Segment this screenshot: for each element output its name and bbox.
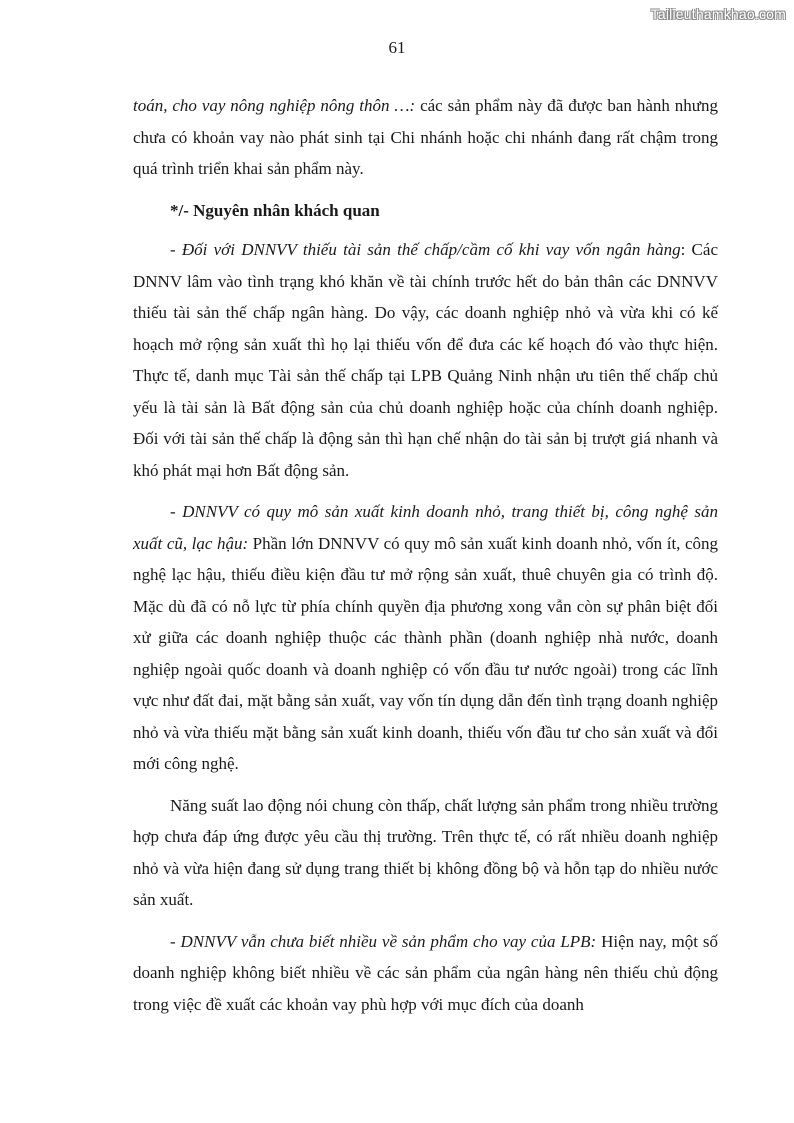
document-body xyxy=(133,90,718,1030)
paragraph-4 xyxy=(133,790,718,916)
paragraph-1-italic: toán, cho vay nông nghiệp nông thôn …: xyxy=(133,96,416,115)
watermark: Tailieuthamkhao.com xyxy=(650,6,786,22)
paragraph-5-text: Hiện nay, một số doanh nghiệp không biết nhiều về các sản phẩm của ngân hàng nên thiếu chủ động trong việc đề xuất các khoản vay phù hợp với mục đích của doanh xyxy=(133,931,718,1014)
paragraph-4-text: Năng suất lao động nói chung còn thấp, chất lượng sản phẩm trong nhiều trường hợp chưa đáp ứng được yêu cầu thị trường. Trên thực tế, có rất nhiều doanh nghiệp nhỏ và vừa hiện đang sử dụng trang thiết bị không đồng bộ và hỗn tạp do nhiều nước sản xuất. xyxy=(133,795,718,909)
paragraph-3-text: Phần lớn DNNVV có quy mô sản xuất kinh doanh nhỏ, vốn ít, công nghệ lạc hậu, thiếu điều kiện đầu tư mở rộng sản xuất, thuê chuyên gia có trình độ. Mặc dù đã có nỗ lực từ phía chính quyền địa phương xong vẫn còn sự phân biệt đối xử giữa các doanh nghiệp thuộc các thành phần (doanh nghiệp nhà nước, doanh nghiệp ngoài quốc doanh và doanh nghiệp có vốn đầu tư nước ngoài) trong các lĩnh vực như đất đai, mặt bằng sản xuất, vay vốn tín dụng dẫn đến tình trạng doanh nghiệp nhỏ và vừa thiếu mặt bằng sản xuất kinh doanh, thiếu vốn đầu tư cho sản xuất và đổi mới công nghệ. xyxy=(133,533,719,773)
paragraph-1-text: các sản phẩm này đã được ban hành nhưng chưa có khoản vay nào phát sinh tại Chi nhánh hoặc chi nhánh đang rất chậm trong quá trình triển khai sản phẩm này. xyxy=(133,96,718,178)
paragraph-2 xyxy=(133,234,718,486)
paragraph-2-italic: - Đối với DNNVV thiếu tài sản thế chấp/cầm cố khi vay vốn ngân hàng xyxy=(170,240,681,259)
paragraph-2-text: : Các DNNV lâm vào tình trạng khó khăn về tài chính trước hết do bản thân các DNNVV thiếu tài sản thế chấp ngân hàng. Do vậy, các doanh nghiệp nhỏ và vừa khi có kế hoạch mở rộng sản xuất thì họ lại thiếu vốn để đưa các kế hoạch đó vào thực hiện. Thực tế, danh mục Tài sản thế chấp tại LPB Quảng Ninh nhận ưu tiên thế chấp chủ yếu là tài sản là Bất động sản của chủ doanh nghiệp hoặc của chính doanh nghiệp. Đối với tài sản thế chấp là động sản thì hạn chế nhận do tài sản bị trượt giá nhanh và khó phát mại hơn Bất động sản. xyxy=(133,240,718,480)
paragraph-3 xyxy=(133,496,718,780)
section-heading: */- Nguyên nhân khách quan xyxy=(170,200,380,220)
paragraph-5-italic: - DNNVV vẫn chưa biết nhiều về sản phẩm cho vay của LPB: xyxy=(170,931,597,951)
paragraph-5 xyxy=(133,926,718,1021)
paragraph-1 xyxy=(133,90,718,185)
paragraph-3-italic: - DNNVV có quy mô sản xuất kinh doanh nhỏ, trang thiết bị, công nghệ sản xuất cũ, lạc hậu: xyxy=(133,502,718,553)
page-number: 61 xyxy=(388,38,406,57)
